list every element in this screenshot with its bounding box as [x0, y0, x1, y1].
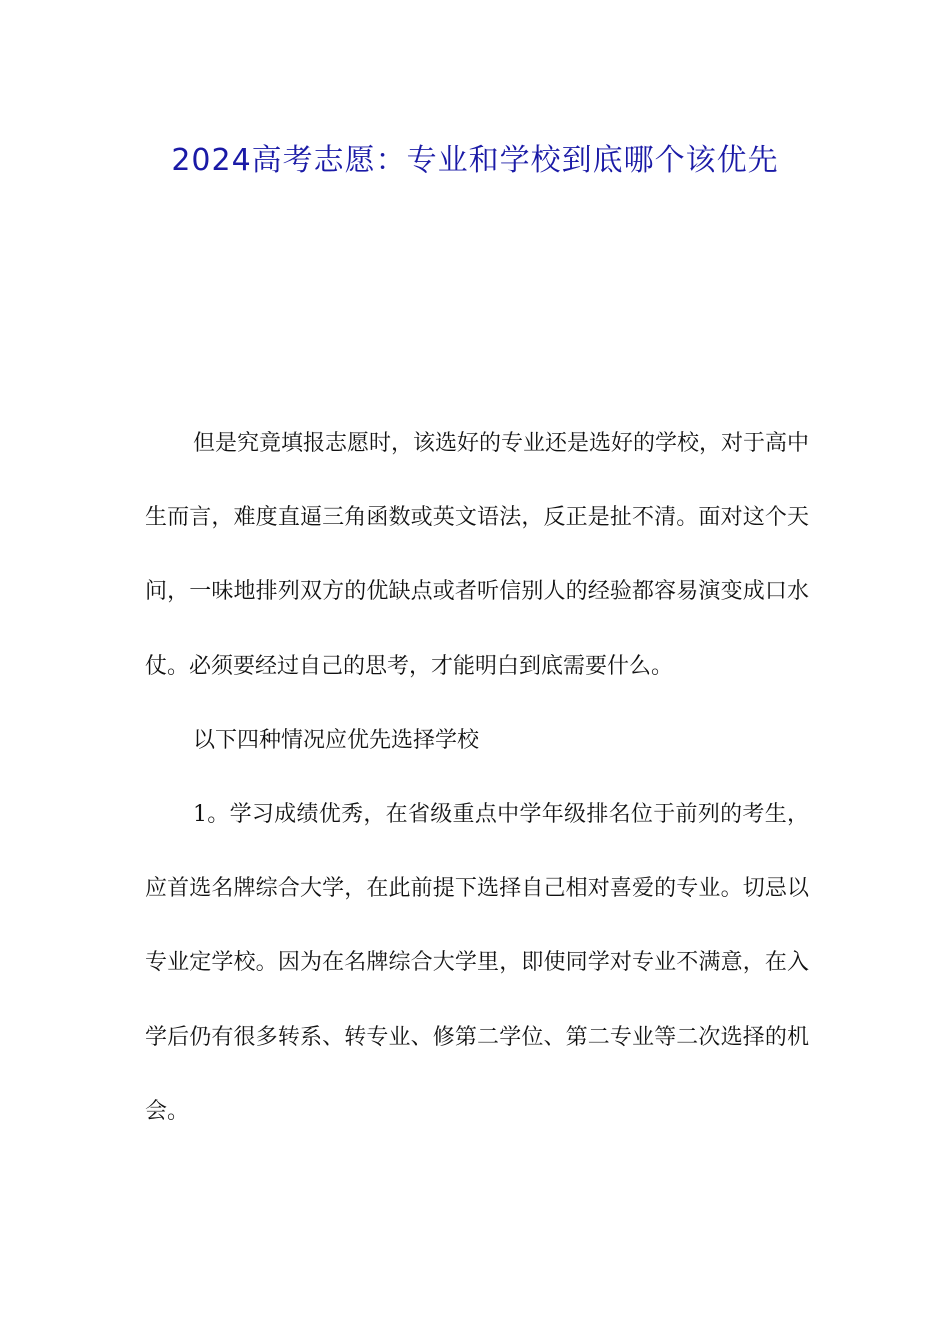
document-body: [145, 407, 809, 1149]
paragraph-point-1: 1。学习成绩优秀，在省级重点中学年级排名位于前列的考生，应首选名牌综合大学，在此前提下选择自己相对喜爱的专业。切忌以专业定学校。因为在名牌综合大学里，即使同学对专业不满意，在入学后仍有很多转系、转专业、修第二学位、第二专业等二次选择的机会。: [145, 802, 809, 1124]
paragraph-intro: 但是究竟填报志愿时，该选好的专业还是选好的学校，对于高中生而言，难度直逼三角函数或英文语法，反正是扯不清。面对这个天问，一味地排列双方的优缺点或者听信别人的经验都容易演变成口水仗。必须要经过自己的思考，才能明白到底需要什么。: [145, 431, 810, 679]
paragraph-heading-school-first: 以下四种情况应优先选择学校: [193, 727, 480, 753]
document-title: 2024高考志愿：专业和学校到底哪个该优先: [171, 143, 779, 178]
